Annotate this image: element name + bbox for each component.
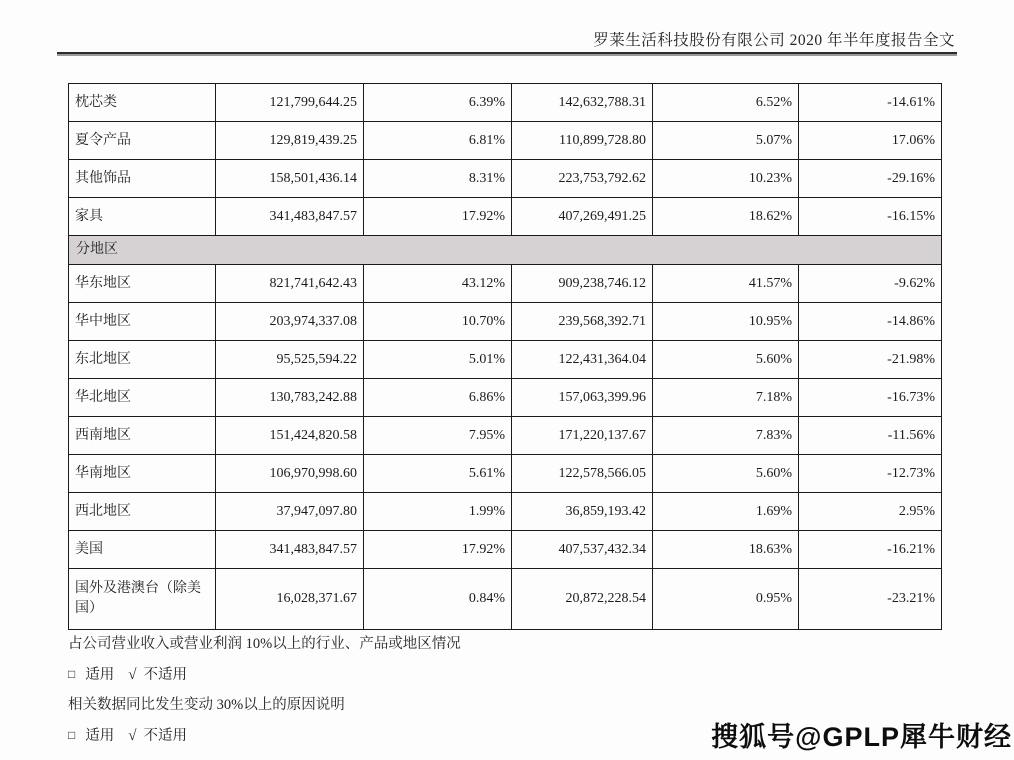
ratio-prior-cell: 0.95% bbox=[653, 569, 799, 630]
ratio-prior-cell: 7.18% bbox=[653, 379, 799, 417]
amount-current-cell: 341,483,847.57 bbox=[216, 531, 364, 569]
table-row-furniture bbox=[69, 198, 942, 236]
table-row-central-china bbox=[69, 303, 942, 341]
amount-current-cell: 106,970,998.60 bbox=[216, 455, 364, 493]
checkmark-icon: √ bbox=[128, 727, 137, 744]
amount-prior-cell: 142,632,788.31 bbox=[512, 84, 653, 122]
amount-prior-cell: 407,269,491.25 bbox=[512, 198, 653, 236]
ratio-prior-cell: 5.07% bbox=[653, 122, 799, 160]
amount-current-cell: 821,741,642.43 bbox=[216, 265, 364, 303]
checkbox-empty-icon: □ bbox=[68, 666, 76, 681]
yoy-change-cell: -12.73% bbox=[799, 455, 942, 493]
yoy-change-cell: -16.15% bbox=[799, 198, 942, 236]
row-label: 华东地区 bbox=[69, 265, 216, 303]
table-row-northeast-china bbox=[69, 341, 942, 379]
ratio-prior-cell: 18.63% bbox=[653, 531, 799, 569]
row-label: 夏令产品 bbox=[69, 122, 216, 160]
table-row-east-china bbox=[69, 265, 942, 303]
row-label: 西南地区 bbox=[69, 417, 216, 455]
ratio-prior-cell: 7.83% bbox=[653, 417, 799, 455]
report-header-title: 罗莱生活科技股份有限公司 2020 年半年度报告全文 bbox=[593, 32, 955, 49]
ratio-current-cell: 6.81% bbox=[364, 122, 512, 160]
row-label: 美国 bbox=[69, 531, 216, 569]
yoy-change-cell: -14.61% bbox=[799, 84, 942, 122]
ratio-prior-cell: 41.57% bbox=[653, 265, 799, 303]
table-row-northwest-china bbox=[69, 493, 942, 531]
amount-prior-cell: 110,899,728.80 bbox=[512, 122, 653, 160]
row-label: 华中地区 bbox=[69, 303, 216, 341]
applicability-line-2 bbox=[68, 726, 788, 746]
ratio-prior-cell: 1.69% bbox=[653, 493, 799, 531]
table-row-southwest-china bbox=[69, 417, 942, 455]
row-label: 家具 bbox=[69, 198, 216, 236]
applicable-label: 适用 bbox=[85, 727, 115, 744]
yoy-change-cell: -11.56% bbox=[799, 417, 942, 455]
amount-prior-cell: 20,872,228.54 bbox=[512, 569, 653, 630]
yoy-change-cell: -9.62% bbox=[799, 265, 942, 303]
row-label: 其他饰品 bbox=[69, 160, 216, 198]
note-statement-industry: 占公司营业收入或营业利润 10%以上的行业、产品或地区情况 bbox=[68, 636, 461, 652]
not-applicable-label: 不适用 bbox=[143, 727, 187, 744]
ratio-current-cell: 8.31% bbox=[364, 160, 512, 198]
table-row-usa bbox=[69, 531, 942, 569]
yoy-change-cell: 17.06% bbox=[799, 122, 942, 160]
ratio-prior-cell: 10.23% bbox=[653, 160, 799, 198]
amount-prior-cell: 223,753,792.62 bbox=[512, 160, 653, 198]
row-label: 东北地区 bbox=[69, 341, 216, 379]
header-divider-rule bbox=[57, 52, 957, 54]
ratio-current-cell: 5.61% bbox=[364, 455, 512, 493]
ratio-prior-cell: 18.62% bbox=[653, 198, 799, 236]
ratio-current-cell: 0.84% bbox=[364, 569, 512, 630]
row-label: 华南地区 bbox=[69, 455, 216, 493]
ratio-prior-cell: 5.60% bbox=[653, 341, 799, 379]
ratio-prior-cell: 5.60% bbox=[653, 455, 799, 493]
checkmark-icon: √ bbox=[128, 666, 137, 683]
amount-prior-cell: 157,063,399.96 bbox=[512, 379, 653, 417]
table-row-overseas-ex-usa bbox=[69, 569, 942, 630]
amount-current-cell: 37,947,097.80 bbox=[216, 493, 364, 531]
ratio-prior-cell: 10.95% bbox=[653, 303, 799, 341]
yoy-change-cell: -16.73% bbox=[799, 379, 942, 417]
ratio-current-cell: 10.70% bbox=[364, 303, 512, 341]
ratio-current-cell: 5.01% bbox=[364, 341, 512, 379]
table-row-other-accessories bbox=[69, 160, 942, 198]
table-row-north-china bbox=[69, 379, 942, 417]
ratio-prior-cell: 6.52% bbox=[653, 84, 799, 122]
ratio-current-cell: 43.12% bbox=[364, 265, 512, 303]
not-applicable-label: 不适用 bbox=[143, 666, 187, 683]
ratio-current-cell: 17.92% bbox=[364, 531, 512, 569]
amount-prior-cell: 122,578,566.05 bbox=[512, 455, 653, 493]
amount-current-cell: 203,974,337.08 bbox=[216, 303, 364, 341]
amount-current-cell: 16,028,371.67 bbox=[216, 569, 364, 630]
amount-current-cell: 158,501,436.14 bbox=[216, 160, 364, 198]
amount-prior-cell: 407,537,432.34 bbox=[512, 531, 653, 569]
amount-current-cell: 151,424,820.58 bbox=[216, 417, 364, 455]
yoy-change-cell: -14.86% bbox=[799, 303, 942, 341]
table-row-pillow bbox=[69, 84, 942, 122]
amount-current-cell: 121,799,644.25 bbox=[216, 84, 364, 122]
segment-revenue-table bbox=[68, 83, 942, 630]
table-row-south-china bbox=[69, 455, 942, 493]
table-row-summer-products bbox=[69, 122, 942, 160]
yoy-change-cell: -21.98% bbox=[799, 341, 942, 379]
row-label: 国外及港澳台（除美国） bbox=[69, 569, 216, 630]
ratio-current-cell: 7.95% bbox=[364, 417, 512, 455]
amount-prior-cell: 36,859,193.42 bbox=[512, 493, 653, 531]
notes-section bbox=[68, 634, 788, 756]
section-band-label: 分地区 bbox=[69, 236, 942, 265]
amount-prior-cell: 171,220,137.67 bbox=[512, 417, 653, 455]
amount-current-cell: 95,525,594.22 bbox=[216, 341, 364, 379]
section-band-by-region bbox=[69, 236, 942, 265]
note-statement-variation: 相关数据同比发生变动 30%以上的原因说明 bbox=[68, 697, 345, 713]
ratio-current-cell: 6.39% bbox=[364, 84, 512, 122]
row-label: 华北地区 bbox=[69, 379, 216, 417]
sohu-watermark: 搜狐号@GPLP犀牛财经 bbox=[711, 722, 1012, 752]
amount-prior-cell: 239,568,392.71 bbox=[512, 303, 653, 341]
checkbox-empty-icon: □ bbox=[68, 727, 76, 742]
amount-current-cell: 129,819,439.25 bbox=[216, 122, 364, 160]
amount-prior-cell: 909,238,746.12 bbox=[512, 265, 653, 303]
amount-prior-cell: 122,431,364.04 bbox=[512, 341, 653, 379]
yoy-change-cell: -23.21% bbox=[799, 569, 942, 630]
applicability-line-1 bbox=[68, 665, 788, 685]
yoy-change-cell: -29.16% bbox=[799, 160, 942, 198]
amount-current-cell: 130,783,242.88 bbox=[216, 379, 364, 417]
amount-current-cell: 341,483,847.57 bbox=[216, 198, 364, 236]
row-label: 西北地区 bbox=[69, 493, 216, 531]
ratio-current-cell: 17.92% bbox=[364, 198, 512, 236]
yoy-change-cell: -16.21% bbox=[799, 531, 942, 569]
applicable-label: 适用 bbox=[85, 666, 115, 683]
ratio-current-cell: 1.99% bbox=[364, 493, 512, 531]
ratio-current-cell: 6.86% bbox=[364, 379, 512, 417]
yoy-change-cell: 2.95% bbox=[799, 493, 942, 531]
row-label: 枕芯类 bbox=[69, 84, 216, 122]
